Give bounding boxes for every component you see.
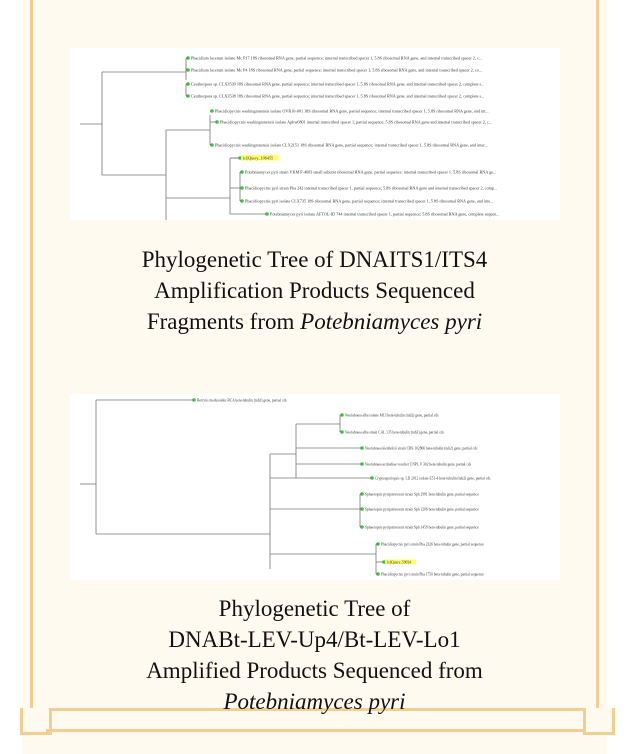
leaf-label: Phacidiopycnis pyri strain Pha 2326 beta-tubulin gene, partial sequence <box>381 542 484 547</box>
leaf-label: Phacidiopycnis pyri strain Pha 242 internal transcribed spacer 1, partial sequence; 5.8S ribosomal RNA gene and internal transcribed spacer 2, comp... <box>245 185 498 191</box>
frame-corner-right <box>583 708 615 735</box>
phylogenetic-tree-1 <box>70 48 560 220</box>
tree-2-svg <box>70 394 560 580</box>
tree-1-leaves <box>186 55 499 217</box>
caption-1-line-2: Amplification Products Sequenced <box>154 278 475 303</box>
leaf-label: Neofabraea actinidiae voucher CNPL V 302 beta-tubulin gene, partial cds <box>365 462 472 467</box>
query-leaf-label: lcl|Query_59034 <box>387 560 412 565</box>
caption-tree-2 <box>60 593 569 717</box>
tree-1-svg <box>70 48 560 220</box>
tree-2-leaves <box>192 398 491 577</box>
frame-right-border <box>596 0 599 708</box>
leaf-label: Phacidium lacerum isolate Mc P17 18S ribosomal RNA gene, partial sequence; internal transcribed spacer 1, 5.8S ribosomal RNA gene, and internal transcribed spacer 2, c... <box>191 55 482 61</box>
leaf-label: Phacidiopycnis washingtonensis isolate Aphw0801 internal transcribed spacer 1, partial sequence; 5.8S ribosomal RNA gene and internal transcribed spacer 2, c... <box>220 119 492 125</box>
caption-1-line-3-prefix: Fragments from <box>146 309 301 334</box>
leaf-label: Neofabraea kienholzii strain CBS 102866 beta-tubulin (tub2) gene, partial cds <box>365 446 478 451</box>
leaf-label: Phacidiopycnis pyri strain Pha 1750 beta-tubulin gene, partial sequence <box>381 572 484 577</box>
caption-2-species: Potebniamyces pyri <box>223 689 406 714</box>
leaf-label: Phacidiopycnis washingtonensis isolate OVB10-001 18S ribosomal RNA gene, partial sequence; internal transcribed spacer 1, 5.8S ribosomal RNA gene, and int... <box>215 108 489 114</box>
caption-2-line-4 <box>60 686 569 717</box>
leaf-label: Cryptosporiopsis sp. LD 2012 isolate E51-4 beta-tubulin (tub2) gene, partial cds <box>375 476 491 481</box>
leaf-label: Phacidiopycnis washingtonensis isolate CLX2151 18S ribosomal RNA gene, partial sequence; internal transcribed spacer 1, 5.8S ribosomal RNA gene, and inter... <box>215 142 488 148</box>
leaf-label: Sphaeropsis pyriputrescens strain Sph 1206 beta-tubulin gene, partial sequence <box>365 507 479 512</box>
leaf-label: Ceuthospora sp. CLX3539 18S ribosomal RNA gene, partial sequence; internal transcribed spacer 1, 5.8S ribosomal RNA gene, and internal transcribed spacer 2, complete s... <box>191 81 485 87</box>
caption-tree-1 <box>60 244 569 337</box>
frame-tab-bottom <box>46 729 583 732</box>
tree-2-branches <box>80 400 382 574</box>
caption-2-line-2: DNABt-LEV-Up4/Bt-LEV-Lo1 <box>168 627 461 652</box>
caption-2-line-1: Phylogenetic Tree of <box>218 596 411 621</box>
frame-left-border <box>30 0 33 708</box>
caption-1-line-1: Phylogenetic Tree of DNAITS1/ITS4 <box>141 247 488 272</box>
leaf-label: Phacidium lacerum isolate Mc P4 18S ribosomal RNA gene, partial sequence; internal transcribed spacer 1, 5.8S ribosomal RNA gene, and internal transcribed spacer 2, co... <box>191 67 482 73</box>
leaf-label: Sphaeropsis pyriputrescens strain Sph 1459 beta-tubulin gene, partial sequence <box>365 525 479 530</box>
leaf-label: Potebniamyces pyri isolate AFTOL-ID 744 internal transcribed spacer 1, partial sequence; 5.8S ribosomal RNA gene, complete sequen... <box>270 211 500 217</box>
leaf-label: Botrytis medusoides BCA beta-tubulin (tub2) gene, partial cds <box>197 398 287 403</box>
caption-2-line-3: Amplified Products Sequenced from <box>146 658 483 683</box>
leaf-label: Neofabraea alba strain CAL 135 beta-tubulin (tub2) gene, partial cds <box>345 430 444 435</box>
leaf-label: Sphaeropsis pyriputrescens strain Sph 2981 beta-tubulin gene, partial sequence <box>365 492 479 497</box>
query-leaf-label: lcl|Query_106455 <box>243 155 274 161</box>
caption-1-species: Potebniamyces pyri <box>300 309 483 334</box>
leaf-label: Ceuthospora sp. CLX3538 18S ribosomal RNA gene, partial sequence; internal transcribed spacer 1, 5.8S ribosomal RNA gene, and internal transcribed spacer 2, complete s... <box>191 93 485 99</box>
leaf-label: Neofabraea alba isolate M13 beta-tubulin (tub2) gene, partial cds <box>345 413 439 418</box>
leaf-label: Phacidiopycnis pyri isolate CLX735 18S ribosomal RNA gene, partial sequence; internal transcribed spacer 1, 5.8S ribosomal RNA gene, and inte... <box>245 198 494 204</box>
phylogenetic-tree-2 <box>70 394 560 580</box>
leaf-label: Potebniamyces pyri strain VKM F-4683 small subunit ribosomal RNA gene, partial sequence; internal transcribed spacer 1, 5.8S ribosomal RNA ge... <box>245 169 497 175</box>
caption-1-line-3 <box>60 306 569 337</box>
